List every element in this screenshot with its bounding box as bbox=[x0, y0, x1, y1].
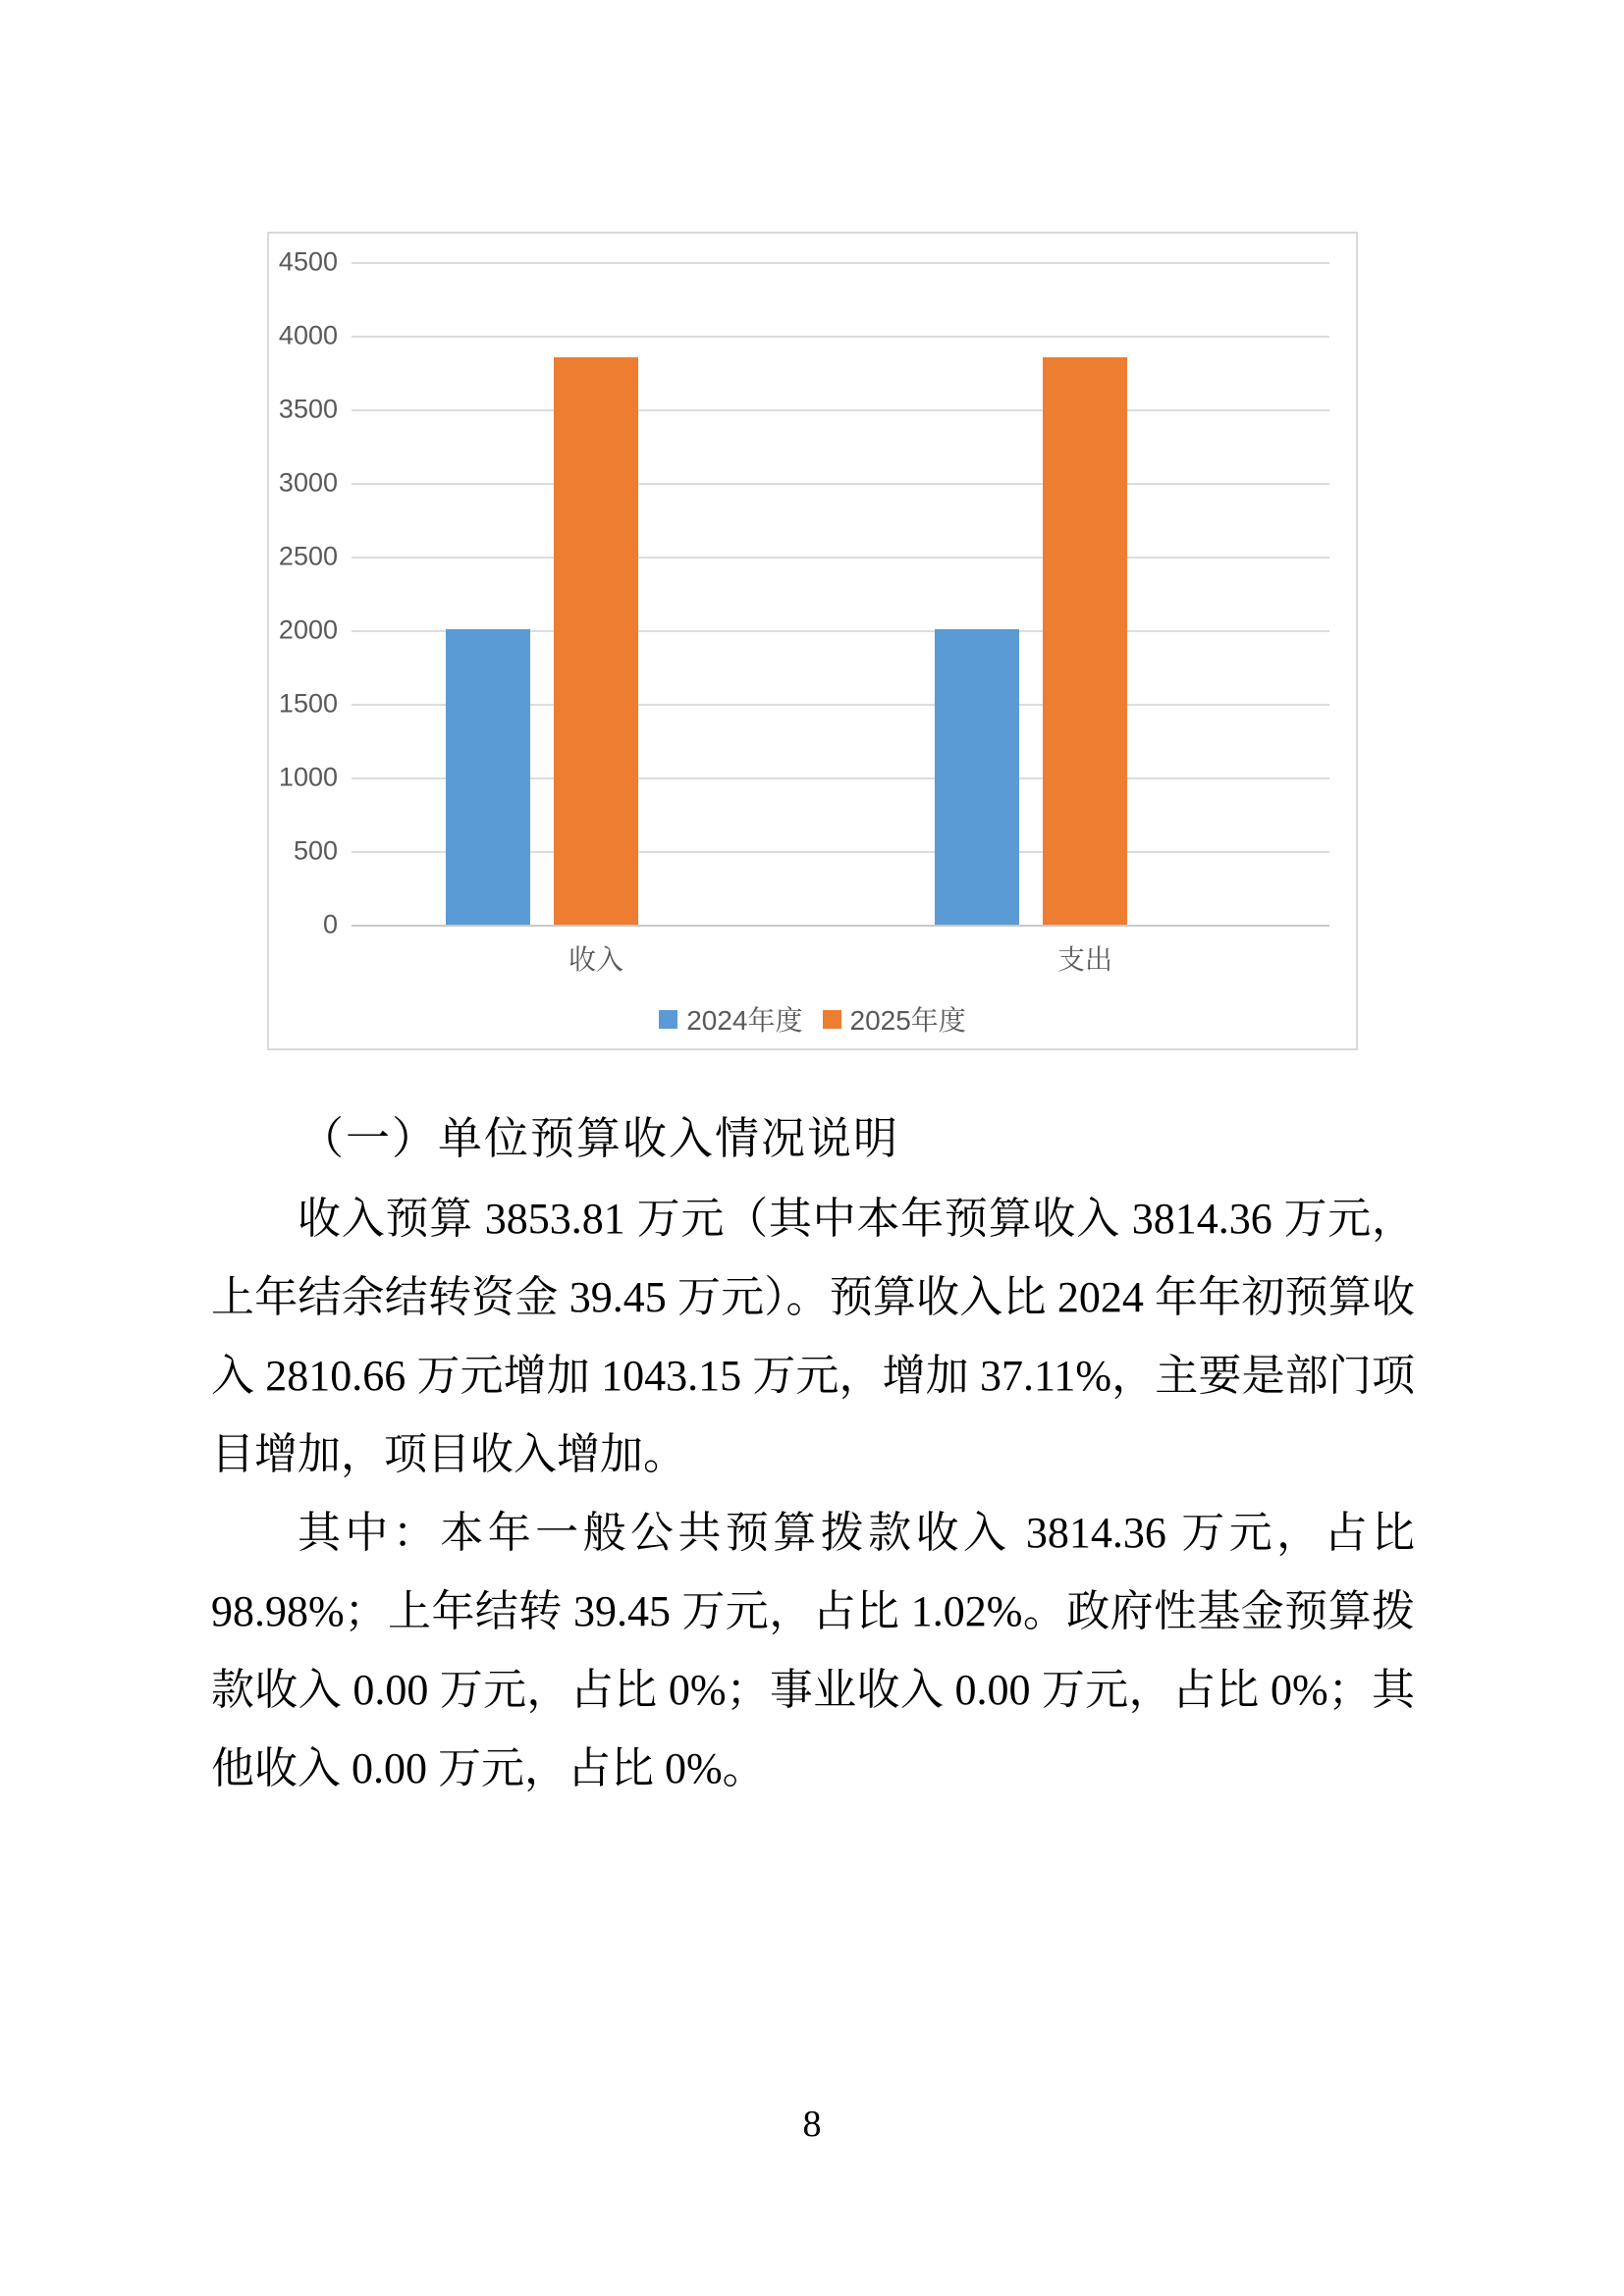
y-tick-label: 3500 bbox=[278, 394, 338, 424]
legend-item-2025年度 bbox=[823, 999, 966, 1039]
y-tick-label: 1000 bbox=[278, 762, 338, 792]
y-tick-label: 4500 bbox=[278, 246, 338, 277]
section-heading: （一）单位预算收入情况说明 bbox=[299, 1114, 900, 1163]
legend-label: 2025年度 bbox=[849, 1005, 966, 1036]
y-tick-label: 500 bbox=[293, 835, 338, 866]
gridline bbox=[352, 409, 1329, 411]
x-axis-line bbox=[352, 925, 1329, 927]
gridline bbox=[352, 262, 1329, 264]
paragraph-income-breakdown: 其中：本年一般公共预算拨款收入 3814.36 万元，占比 98.98%；上年结转 39.45 万元，占比 1.02%。政府性基金预算拨款收入 0.00 万元，占比 0%；事业收入 0.00 万元，占比 0%；其他收入 0.00 万元，占比 0%。 bbox=[211, 1509, 1415, 1792]
y-tick-label: 0 bbox=[322, 909, 338, 939]
bar-2025年度-收入 bbox=[554, 357, 638, 925]
legend-swatch-icon bbox=[823, 1010, 841, 1029]
y-tick-label: 2500 bbox=[278, 541, 338, 571]
legend-item-2024年度 bbox=[659, 999, 802, 1039]
body-text-block bbox=[211, 1097, 1415, 1808]
gridline bbox=[352, 483, 1329, 485]
chart-legend bbox=[269, 999, 1356, 1039]
bar-2024年度-收入 bbox=[446, 629, 530, 925]
gridline bbox=[352, 557, 1329, 559]
legend-swatch-icon bbox=[659, 1010, 677, 1029]
category-label-收入: 收入 bbox=[568, 944, 624, 975]
paragraph-income-budget: 收入预算 3853.81 万元（其中本年预算收入 3814.36 万元，上年结余结转资金 39.45 万元）。预算收入比 2024 年年初预算收入 2810.66 万元增加 1043.15 万元，增加 37.11%，主要是部门项目增加，项目收入增加。 bbox=[211, 1195, 1415, 1478]
page-number: 8 bbox=[802, 2104, 822, 2145]
gridline bbox=[352, 336, 1329, 338]
y-tick-label: 3000 bbox=[278, 467, 338, 498]
y-tick-label: 4000 bbox=[278, 320, 338, 350]
y-tick-label: 2000 bbox=[278, 614, 338, 645]
legend-label: 2024年度 bbox=[686, 1005, 803, 1036]
bar-2025年度-支出 bbox=[1043, 357, 1127, 925]
budget-bar-chart bbox=[267, 232, 1358, 1050]
category-label-支出: 支出 bbox=[1056, 944, 1113, 975]
y-tick-label: 1500 bbox=[278, 688, 338, 719]
bar-2024年度-支出 bbox=[935, 629, 1019, 925]
